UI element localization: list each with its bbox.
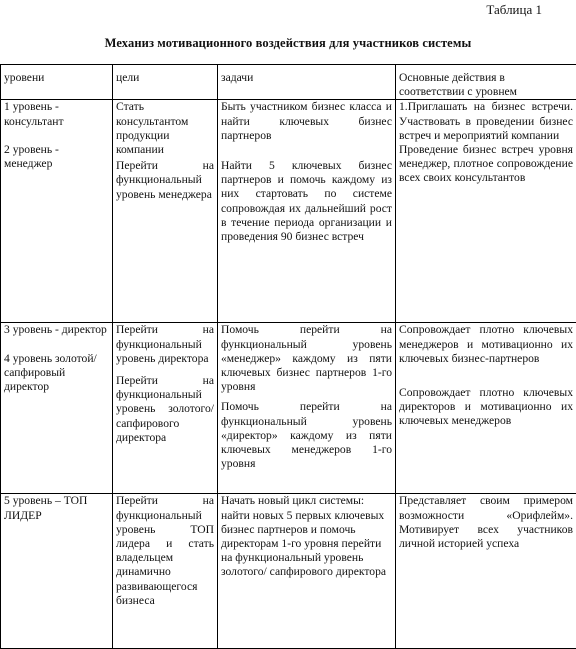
actions-cell xyxy=(396,323,576,494)
level-1-tasks: Быть участником бизнес класса и найти ключевых бизнес партнеров xyxy=(221,100,392,143)
goal-cell xyxy=(113,323,218,494)
column-header-tasks: задачи xyxy=(218,65,396,100)
level-3-actions: Сопровождает плотно ключевых менеджеров и мотивационно их ключевых бизнес-партнеров xyxy=(399,323,573,366)
table-title: Механиз мотивационного воздействия для участников системы xyxy=(0,36,576,51)
tasks-cell xyxy=(218,323,396,494)
column-header-actions: Основные действия в соответствии с уровнем xyxy=(396,65,576,100)
level-1-label: 1 уровень - консультант xyxy=(4,100,109,128)
table-row xyxy=(1,100,576,323)
goal-cell xyxy=(113,494,218,649)
level-cell xyxy=(1,323,113,494)
level-4-goal: Перейти на функциональный уровень золотого/сапфирового директора xyxy=(116,374,214,445)
level-4-label: 4 уровень золотой/сапфировый директор xyxy=(4,352,109,395)
column-header-levels: уровени xyxy=(1,65,113,100)
level-cell xyxy=(1,100,113,323)
level-5-label: 5 уровень – ТОП ЛИДЕР xyxy=(4,494,109,522)
table-row xyxy=(1,494,576,649)
actions-cell xyxy=(396,100,576,323)
goal-cell xyxy=(113,100,218,323)
motivation-table xyxy=(0,64,576,649)
level-3-label: 3 уровень - директор xyxy=(4,323,109,337)
level-3-goal: Перейти на функциональный уровень директора xyxy=(116,323,214,366)
level-5-tasks: Начать новый цикл системы: найти новых 5 первых ключевых бизнес партнеров и помочь директорам 1-го уровня перейти на функциональный уровень золотого/ сапфирового директора xyxy=(221,494,392,579)
table-header-row xyxy=(1,65,576,100)
level-5-goal: Перейти на функциональный уровень ТОП лидера и стать владельцем динамично развивающегося бизнеса xyxy=(116,494,214,608)
level-cell xyxy=(1,494,113,649)
level-2-tasks: Найти 5 ключевых бизнес партнеров и помочь каждому из них стартовать по системе сопровождая их дальнейший рост в течение периода организации и проведения 90 бизнес встреч xyxy=(221,159,392,244)
level-2-actions: Проведение бизнес встреч уровня менеджер, плотное сопровождение всех своих консультантов xyxy=(399,143,573,186)
level-4-tasks: Помочь перейти на функциональный уровень «директор» каждому из пяти ключевых менеджеров 1-го уровня xyxy=(221,400,392,471)
level-1-actions: 1.Приглашать на бизнес встречи. Участвовать в проведении бизнес встреч и мероприятий компании xyxy=(399,100,573,143)
tasks-cell xyxy=(218,494,396,649)
table-caption: Таблица 1 xyxy=(486,2,542,18)
level-1-goal: Стать консультантом продукции компании xyxy=(116,100,214,157)
actions-cell xyxy=(396,494,576,649)
tasks-cell xyxy=(218,100,396,323)
level-4-actions: Сопровождает плотно ключевых директоров и мотивационно их ключевых менеджеров xyxy=(399,386,573,429)
level-5-actions: Представляет своим примером возможности «Орифлейм». Мотивирует всех участников личной историей успеха xyxy=(399,494,573,551)
level-2-label: 2 уровень - менеджер xyxy=(4,143,109,171)
level-3-tasks: Помочь перейти на функциональный уровень «менеджер» каждому из пяти ключевых бизнес партнеров 1-го уровня xyxy=(221,323,392,394)
level-2-goal: Перейти на функциональный уровень менеджера xyxy=(116,159,214,202)
column-header-goals: цели xyxy=(113,65,218,100)
table-row xyxy=(1,323,576,494)
